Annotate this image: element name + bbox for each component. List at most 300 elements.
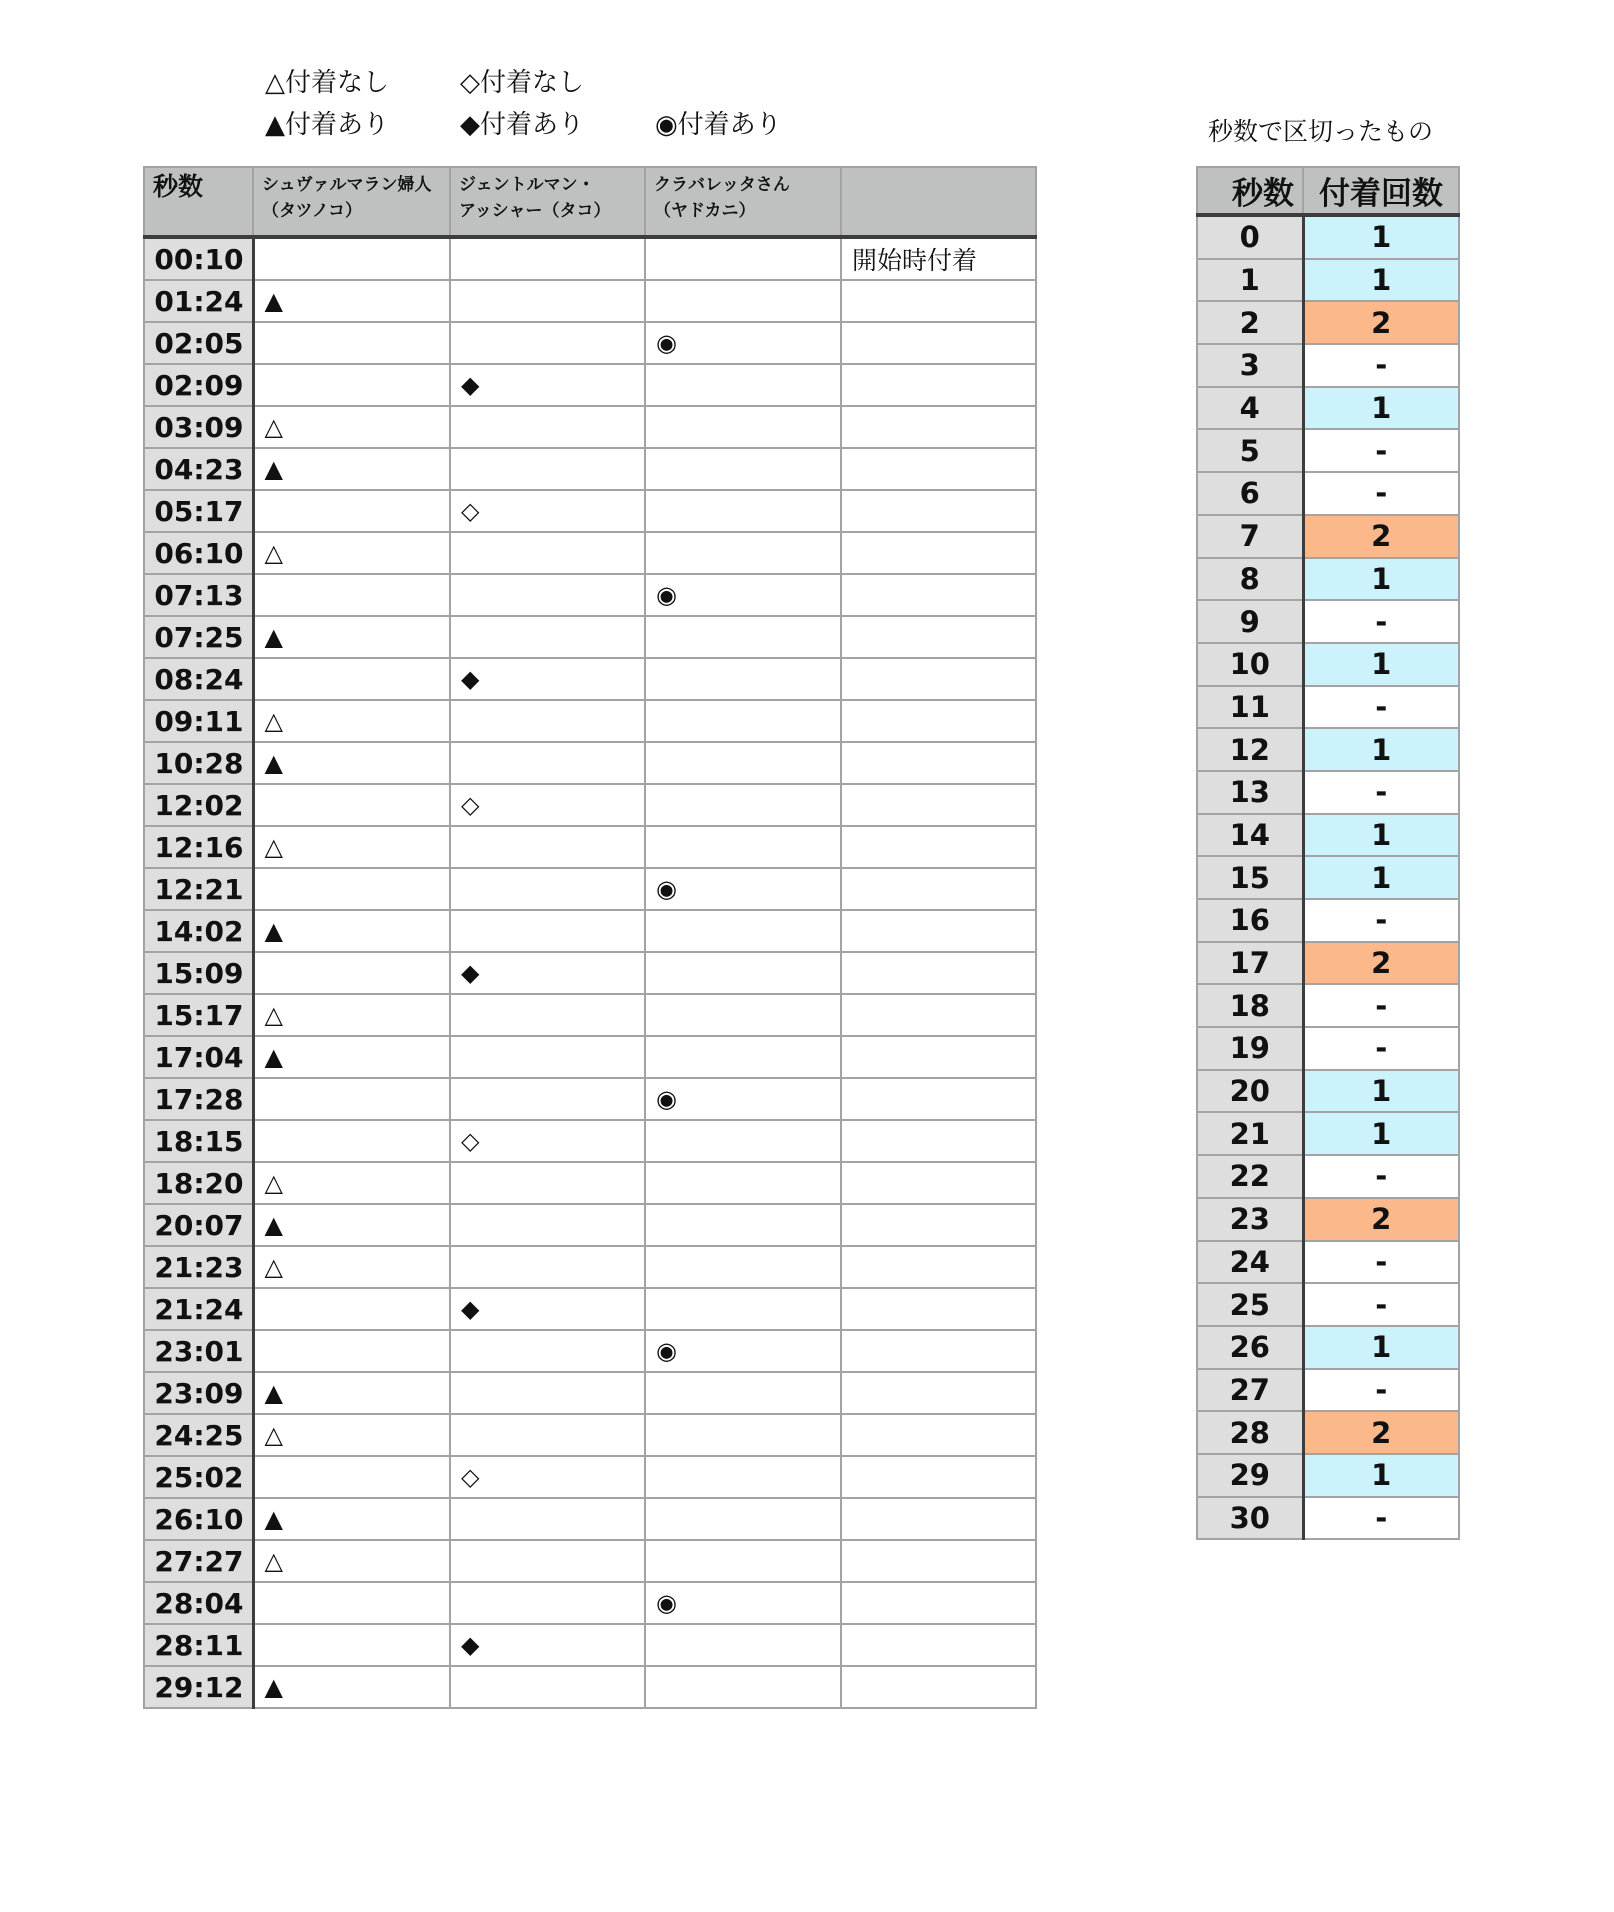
header-octopus — [450, 167, 645, 237]
hermit-crab-mark-cell — [645, 448, 841, 490]
time-cell: 07:25 — [144, 616, 253, 658]
hermit-crab-mark-cell — [645, 1666, 841, 1708]
octopus-mark-cell — [450, 1540, 645, 1582]
hermit-crab-mark-cell — [645, 700, 841, 742]
summary-row — [1197, 429, 1459, 472]
hermit-crab-mark-cell — [645, 826, 841, 868]
legend-item: △付着なし — [265, 68, 389, 98]
time-cell: 15:17 — [144, 994, 253, 1036]
summary-row — [1197, 771, 1459, 814]
note-cell — [841, 1120, 1036, 1162]
summary-seconds-cell: 18 — [1197, 984, 1303, 1027]
note-cell — [841, 616, 1036, 658]
summary-row — [1197, 1454, 1459, 1497]
note-cell — [841, 952, 1036, 994]
summary-seconds-cell: 1 — [1197, 259, 1303, 302]
summary-row — [1197, 1369, 1459, 1412]
seahorse-mark-cell — [253, 1288, 450, 1330]
header-hermit-crab-name: クラバレッタさん — [654, 175, 790, 195]
time-cell: 10:28 — [144, 742, 253, 784]
seahorse-mark-cell — [253, 490, 450, 532]
note-cell — [841, 1246, 1036, 1288]
octopus-mark-cell — [450, 1666, 645, 1708]
summary-count-cell: 1 — [1303, 1112, 1459, 1155]
summary-row — [1197, 344, 1459, 387]
summary-seconds-cell: 14 — [1197, 814, 1303, 857]
legend-item: ◇付着なし — [460, 68, 584, 98]
time-cell: 17:28 — [144, 1078, 253, 1120]
table-row — [144, 826, 1036, 868]
octopus-mark-cell: ◇ — [450, 490, 645, 532]
note-cell — [841, 994, 1036, 1036]
seahorse-mark-cell: ▲ — [253, 616, 450, 658]
table-row — [144, 532, 1036, 574]
table-row — [144, 322, 1036, 364]
note-cell — [841, 532, 1036, 574]
summary-seconds-cell: 29 — [1197, 1454, 1303, 1497]
summary-row — [1197, 1027, 1459, 1070]
hermit-crab-mark-cell — [645, 1414, 841, 1456]
time-cell: 09:11 — [144, 700, 253, 742]
table-row — [144, 406, 1036, 448]
summary-seconds-cell: 20 — [1197, 1070, 1303, 1113]
table-row — [144, 448, 1036, 490]
octopus-mark-cell — [450, 700, 645, 742]
table-row — [144, 700, 1036, 742]
octopus-mark-cell — [450, 1078, 645, 1120]
table-row — [144, 574, 1036, 616]
summary-count-cell: - — [1303, 984, 1459, 1027]
hermit-crab-mark-cell — [645, 616, 841, 658]
summary-count-cell: - — [1303, 1155, 1459, 1198]
octopus-mark-cell — [450, 1372, 645, 1414]
octopus-mark-cell — [450, 1414, 645, 1456]
octopus-mark-cell: ◇ — [450, 784, 645, 826]
hermit-crab-mark-cell — [645, 910, 841, 952]
time-cell: 17:04 — [144, 1036, 253, 1078]
summary-seconds-cell: 24 — [1197, 1241, 1303, 1284]
seahorse-mark-cell — [253, 868, 450, 910]
summary-table — [1196, 166, 1460, 1540]
summary-seconds-cell: 6 — [1197, 472, 1303, 515]
summary-row — [1197, 1497, 1459, 1540]
summary-seconds-cell: 12 — [1197, 728, 1303, 771]
header-seahorse-name: シュヴァルマラン婦人 — [262, 175, 432, 195]
seahorse-mark-cell: △ — [253, 700, 450, 742]
octopus-mark-cell — [450, 1582, 645, 1624]
table-row — [144, 1498, 1036, 1540]
summary-count-cell: 1 — [1303, 558, 1459, 601]
summary-row — [1197, 259, 1459, 302]
summary-count-cell: - — [1303, 344, 1459, 387]
seahorse-mark-cell: ▲ — [253, 1666, 450, 1708]
seahorse-mark-cell — [253, 1078, 450, 1120]
hermit-crab-mark-cell: ◉ — [645, 574, 841, 616]
time-cell: 18:15 — [144, 1120, 253, 1162]
octopus-mark-cell — [450, 532, 645, 574]
note-cell — [841, 1624, 1036, 1666]
summary-seconds-cell: 28 — [1197, 1411, 1303, 1454]
note-cell — [841, 868, 1036, 910]
octopus-mark-cell — [450, 406, 645, 448]
hermit-crab-mark-cell — [645, 952, 841, 994]
header-seconds: 秒数 — [144, 167, 253, 237]
note-cell — [841, 364, 1036, 406]
summary-row — [1197, 558, 1459, 601]
seahorse-mark-cell — [253, 574, 450, 616]
table-row — [144, 784, 1036, 826]
summary-row — [1197, 472, 1459, 515]
summary-seconds-cell: 17 — [1197, 942, 1303, 985]
note-cell — [841, 1036, 1036, 1078]
note-cell: 開始時付着 — [841, 237, 1036, 280]
note-cell — [841, 1540, 1036, 1582]
octopus-mark-cell — [450, 1204, 645, 1246]
note-cell — [841, 1666, 1036, 1708]
summary-row — [1197, 1070, 1459, 1113]
octopus-mark-cell: ◆ — [450, 1288, 645, 1330]
time-cell: 12:21 — [144, 868, 253, 910]
hermit-crab-mark-cell: ◉ — [645, 322, 841, 364]
hermit-crab-mark-cell — [645, 1498, 841, 1540]
summary-row — [1197, 1155, 1459, 1198]
table-row — [144, 1456, 1036, 1498]
legend-item: ◆付着あり — [460, 110, 584, 140]
time-cell: 04:23 — [144, 448, 253, 490]
summary-seconds-cell: 26 — [1197, 1326, 1303, 1369]
summary-seconds-cell: 3 — [1197, 344, 1303, 387]
time-cell: 24:25 — [144, 1414, 253, 1456]
table-row — [144, 1666, 1036, 1708]
summary-row — [1197, 387, 1459, 430]
table-row — [144, 1078, 1036, 1120]
note-cell — [841, 1078, 1036, 1120]
octopus-mark-cell — [450, 1036, 645, 1078]
time-cell: 00:10 — [144, 237, 253, 280]
summary-seconds-cell: 15 — [1197, 856, 1303, 899]
summary-row — [1197, 899, 1459, 942]
summary-count-cell: - — [1303, 1283, 1459, 1326]
seahorse-mark-cell — [253, 1582, 450, 1624]
legend-item: ◉付着あり — [655, 110, 782, 140]
time-cell: 23:09 — [144, 1372, 253, 1414]
seahorse-mark-cell — [253, 237, 450, 280]
octopus-mark-cell: ◆ — [450, 1624, 645, 1666]
time-cell: 03:09 — [144, 406, 253, 448]
table-row — [144, 1582, 1036, 1624]
seahorse-mark-cell: ▲ — [253, 1036, 450, 1078]
summary-seconds-cell: 13 — [1197, 771, 1303, 814]
summary-header-row — [1197, 167, 1459, 215]
note-cell — [841, 658, 1036, 700]
table-row — [144, 1204, 1036, 1246]
note-cell — [841, 1204, 1036, 1246]
table-row — [144, 280, 1036, 322]
table-header-row — [144, 167, 1036, 237]
summary-count-cell: 1 — [1303, 814, 1459, 857]
summary-row — [1197, 215, 1459, 259]
time-cell: 18:20 — [144, 1162, 253, 1204]
seahorse-mark-cell — [253, 1120, 450, 1162]
hermit-crab-mark-cell — [645, 364, 841, 406]
time-cell: 01:24 — [144, 280, 253, 322]
summary-count-cell: - — [1303, 1369, 1459, 1412]
summary-seconds-cell: 19 — [1197, 1027, 1303, 1070]
hermit-crab-mark-cell — [645, 1246, 841, 1288]
octopus-mark-cell — [450, 868, 645, 910]
note-cell — [841, 784, 1036, 826]
time-cell: 15:09 — [144, 952, 253, 994]
summary-count-cell: 1 — [1303, 856, 1459, 899]
summary-count-cell: - — [1303, 1241, 1459, 1284]
table-row — [144, 868, 1036, 910]
summary-count-cell: - — [1303, 429, 1459, 472]
octopus-mark-cell — [450, 826, 645, 868]
octopus-mark-cell — [450, 742, 645, 784]
table-row — [144, 616, 1036, 658]
seahorse-mark-cell — [253, 322, 450, 364]
note-cell — [841, 1288, 1036, 1330]
summary-seconds-cell: 21 — [1197, 1112, 1303, 1155]
header-octopus-kind: アッシャー（タコ） — [459, 201, 611, 221]
table-row — [144, 1540, 1036, 1582]
summary-seconds-cell: 7 — [1197, 515, 1303, 558]
summary-count-cell: - — [1303, 600, 1459, 643]
summary-count-cell: 1 — [1303, 387, 1459, 430]
hermit-crab-mark-cell — [645, 1624, 841, 1666]
octopus-mark-cell: ◇ — [450, 1456, 645, 1498]
note-cell — [841, 1456, 1036, 1498]
time-cell: 07:13 — [144, 574, 253, 616]
octopus-mark-cell — [450, 280, 645, 322]
hermit-crab-mark-cell: ◉ — [645, 1078, 841, 1120]
table-row — [144, 742, 1036, 784]
table-row — [144, 490, 1036, 532]
octopus-mark-cell — [450, 994, 645, 1036]
table-row — [144, 910, 1036, 952]
octopus-mark-cell — [450, 322, 645, 364]
octopus-mark-cell: ◇ — [450, 1120, 645, 1162]
note-cell — [841, 700, 1036, 742]
time-cell: 02:09 — [144, 364, 253, 406]
seahorse-mark-cell: △ — [253, 1414, 450, 1456]
summary-count-cell: 1 — [1303, 1070, 1459, 1113]
summary-row — [1197, 1283, 1459, 1326]
hermit-crab-mark-cell — [645, 784, 841, 826]
octopus-mark-cell — [450, 1498, 645, 1540]
summary-seconds-cell: 0 — [1197, 215, 1303, 259]
summary-seconds-cell: 2 — [1197, 301, 1303, 344]
header-seahorse — [253, 167, 450, 237]
table-row — [144, 658, 1036, 700]
note-cell — [841, 280, 1036, 322]
header-hermit-crab — [645, 167, 841, 237]
seahorse-mark-cell: ▲ — [253, 1204, 450, 1246]
time-cell: 25:02 — [144, 1456, 253, 1498]
note-cell — [841, 826, 1036, 868]
table-row — [144, 1120, 1036, 1162]
note-cell — [841, 406, 1036, 448]
note-cell — [841, 1330, 1036, 1372]
seahorse-mark-cell — [253, 1624, 450, 1666]
time-cell: 06:10 — [144, 532, 253, 574]
seahorse-mark-cell — [253, 1330, 450, 1372]
table-row — [144, 237, 1036, 280]
summary-count-cell: - — [1303, 1027, 1459, 1070]
seahorse-mark-cell: △ — [253, 1540, 450, 1582]
table-row — [144, 1288, 1036, 1330]
summary-row — [1197, 643, 1459, 686]
seahorse-mark-cell: △ — [253, 532, 450, 574]
hermit-crab-mark-cell — [645, 1540, 841, 1582]
octopus-mark-cell — [450, 1162, 645, 1204]
octopus-mark-cell: ◆ — [450, 364, 645, 406]
table-row — [144, 994, 1036, 1036]
summary-count-cell: 1 — [1303, 1454, 1459, 1497]
time-cell: 23:01 — [144, 1330, 253, 1372]
table-row — [144, 364, 1036, 406]
summary-seconds-cell: 5 — [1197, 429, 1303, 472]
table-row — [144, 1414, 1036, 1456]
seahorse-mark-cell: ▲ — [253, 1372, 450, 1414]
summary-count-cell: - — [1303, 771, 1459, 814]
time-cell: 20:07 — [144, 1204, 253, 1246]
summary-count-cell: - — [1303, 472, 1459, 515]
header-hermit-crab-kind: （ヤドカニ） — [654, 201, 756, 221]
summary-count-cell: 1 — [1303, 728, 1459, 771]
table-row — [144, 1624, 1036, 1666]
summary-count-cell: 1 — [1303, 643, 1459, 686]
seahorse-mark-cell: ▲ — [253, 280, 450, 322]
summary-seconds-cell: 10 — [1197, 643, 1303, 686]
hermit-crab-mark-cell — [645, 1456, 841, 1498]
time-cell: 28:04 — [144, 1582, 253, 1624]
summary-count-cell: 2 — [1303, 942, 1459, 985]
table-row — [144, 1372, 1036, 1414]
octopus-mark-cell: ◆ — [450, 952, 645, 994]
octopus-mark-cell — [450, 1330, 645, 1372]
seahorse-mark-cell: △ — [253, 994, 450, 1036]
summary-count-cell: 1 — [1303, 215, 1459, 259]
seahorse-mark-cell — [253, 364, 450, 406]
header-seahorse-kind: （タツノコ） — [262, 201, 362, 221]
octopus-mark-cell — [450, 237, 645, 280]
hermit-crab-mark-cell — [645, 1204, 841, 1246]
summary-row — [1197, 686, 1459, 729]
hermit-crab-mark-cell — [645, 1372, 841, 1414]
header-octopus-name: ジェントルマン・ — [459, 175, 595, 195]
summary-seconds-cell: 8 — [1197, 558, 1303, 601]
seahorse-mark-cell: ▲ — [253, 1498, 450, 1540]
hermit-crab-mark-cell — [645, 532, 841, 574]
summary-row — [1197, 600, 1459, 643]
summary-row — [1197, 301, 1459, 344]
hermit-crab-mark-cell — [645, 1162, 841, 1204]
summary-count-cell: - — [1303, 1497, 1459, 1540]
note-cell — [841, 1582, 1036, 1624]
time-cell: 21:23 — [144, 1246, 253, 1288]
summary-seconds-cell: 4 — [1197, 387, 1303, 430]
summary-count-cell: 1 — [1303, 1326, 1459, 1369]
seahorse-mark-cell — [253, 658, 450, 700]
summary-count-cell: 2 — [1303, 1198, 1459, 1241]
time-cell: 08:24 — [144, 658, 253, 700]
octopus-mark-cell — [450, 1246, 645, 1288]
hermit-crab-mark-cell — [645, 742, 841, 784]
summary-count-cell: 2 — [1303, 1411, 1459, 1454]
note-cell — [841, 910, 1036, 952]
note-cell — [841, 1414, 1036, 1456]
table-row — [144, 952, 1036, 994]
hermit-crab-mark-cell — [645, 994, 841, 1036]
seahorse-mark-cell: ▲ — [253, 448, 450, 490]
octopus-mark-cell — [450, 448, 645, 490]
summary-seconds-cell: 30 — [1197, 1497, 1303, 1540]
summary-header-count: 付着回数 — [1303, 167, 1459, 215]
summary-seconds-cell: 22 — [1197, 1155, 1303, 1198]
summary-row — [1197, 856, 1459, 899]
seahorse-mark-cell: △ — [253, 1246, 450, 1288]
seahorse-mark-cell — [253, 952, 450, 994]
time-cell: 05:17 — [144, 490, 253, 532]
note-cell — [841, 1162, 1036, 1204]
seahorse-mark-cell: △ — [253, 1162, 450, 1204]
seahorse-mark-cell — [253, 784, 450, 826]
time-cell: 29:12 — [144, 1666, 253, 1708]
summary-row — [1197, 1411, 1459, 1454]
attachment-log-table — [143, 166, 1037, 1709]
summary-row — [1197, 515, 1459, 558]
hermit-crab-mark-cell — [645, 1120, 841, 1162]
summary-seconds-cell: 11 — [1197, 686, 1303, 729]
hermit-crab-mark-cell: ◉ — [645, 1330, 841, 1372]
summary-count-cell: - — [1303, 899, 1459, 942]
time-cell: 02:05 — [144, 322, 253, 364]
seahorse-mark-cell: △ — [253, 406, 450, 448]
table-row — [144, 1036, 1036, 1078]
octopus-mark-cell — [450, 616, 645, 658]
time-cell: 27:27 — [144, 1540, 253, 1582]
summary-row — [1197, 728, 1459, 771]
summary-seconds-cell: 9 — [1197, 600, 1303, 643]
seahorse-mark-cell: ▲ — [253, 742, 450, 784]
hermit-crab-mark-cell — [645, 1036, 841, 1078]
hermit-crab-mark-cell — [645, 490, 841, 532]
note-cell — [841, 1498, 1036, 1540]
hermit-crab-mark-cell: ◉ — [645, 868, 841, 910]
time-cell: 28:11 — [144, 1624, 253, 1666]
note-cell — [841, 1372, 1036, 1414]
table-row — [144, 1162, 1036, 1204]
summary-row — [1197, 1326, 1459, 1369]
octopus-mark-cell: ◆ — [450, 658, 645, 700]
time-cell: 14:02 — [144, 910, 253, 952]
legend-item: ▲付着あり — [265, 110, 389, 140]
note-cell — [841, 742, 1036, 784]
summary-seconds-cell: 16 — [1197, 899, 1303, 942]
summary-header-seconds: 秒数 — [1197, 167, 1303, 215]
summary-row — [1197, 1112, 1459, 1155]
hermit-crab-mark-cell — [645, 237, 841, 280]
summary-row — [1197, 984, 1459, 1027]
hermit-crab-mark-cell: ◉ — [645, 1582, 841, 1624]
summary-seconds-cell: 25 — [1197, 1283, 1303, 1326]
summary-count-cell: 2 — [1303, 301, 1459, 344]
hermit-crab-mark-cell — [645, 406, 841, 448]
summary-row — [1197, 942, 1459, 985]
summary-row — [1197, 1241, 1459, 1284]
header-notes — [841, 167, 1036, 237]
